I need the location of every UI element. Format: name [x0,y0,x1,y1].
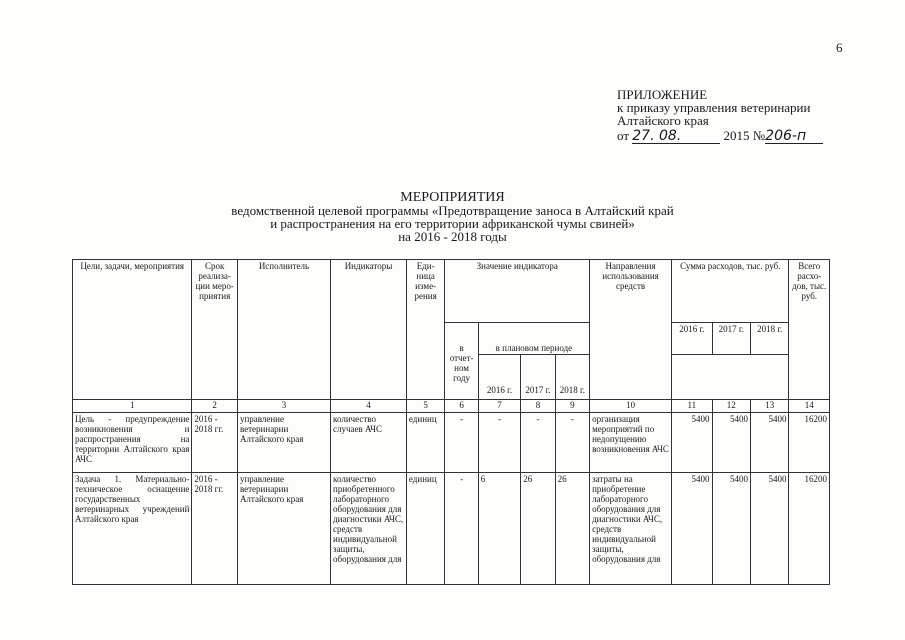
header-cost-2017: 2017 г. [712,323,750,355]
column-number: 3 [237,400,330,413]
appendix-region-line: Алтайского края [617,113,709,128]
cost-2018-cell: 5400 [750,473,788,585]
header-term: Срок реализа- ции меро- приятия [192,260,238,400]
heading-line-2: ведомственной целевой программы «Предотвращение заноса в Алтайский край [231,203,674,218]
executor-cell: управление ветеринарии Алтайского края [237,473,330,585]
column-number: 9 [555,400,589,413]
value-2018-cell: 26 [555,473,589,585]
indicator-cell: количество случаев АЧС [331,413,407,473]
column-number: 2 [192,400,238,413]
heading-line-3: и распространения на его территории африканской чумы свиней» [270,216,635,231]
handwritten-date: 27. 08. [632,130,720,144]
goal-cell: Цель - предупреждение возникновения и распространения на территории Алтайского края АЧС [73,413,192,473]
header-cost-2018: 2018 г. [750,323,788,355]
document-heading [0,191,905,243]
date-prefix: от [617,128,630,143]
direction-cell: организация мероприятий по недопущению возникновения АЧС [590,413,672,473]
reporting-value-cell: - [445,413,478,473]
column-number: 13 [750,400,788,413]
header-total: Всего расхо- дов, тыс. руб. [789,260,830,400]
appendix-order-line: к приказу управления ветеринарии [617,100,811,115]
value-2017-cell: 26 [521,473,555,585]
column-number: 7 [478,400,521,413]
cost-2017-cell: 5400 [712,473,750,585]
unit-cell: единиц [406,473,444,585]
header-value-2017: 2017 г. [521,355,555,400]
header-goals: Цели, задачи, мероприятия [73,260,192,400]
executor-cell: управление ветеринарии Алтайского края [237,413,330,473]
column-number: 6 [445,400,478,413]
direction-cell: затраты на приобретение лабораторного оборудования для диагностики АЧС, средств индивидуальной защиты, оборудования для [590,473,672,585]
total-cell: 16200 [789,413,830,473]
term-cell: 2016 - 2018 гг. [192,473,238,585]
cost-2016-cell: 5400 [672,413,712,473]
header-indicator-value: Значение индикатора [445,260,590,323]
value-2016-cell: - [478,413,521,473]
handwritten-number: 206-п [765,130,823,144]
appendix-title: ПРИЛОЖЕНИЕ [617,87,708,102]
header-value-2016: 2016 г. [478,355,521,400]
value-2018-cell: - [555,413,589,473]
order-date-line [617,128,823,144]
heading-title: МЕРОПРИЯТИЯ [400,190,505,205]
value-2017-cell: - [521,413,555,473]
column-number: 10 [590,400,672,413]
term-cell: 2016 - 2018 гг. [192,413,238,473]
column-number: 12 [712,400,750,413]
table-row [73,413,830,473]
header-executor: Исполнитель [237,260,330,400]
header-costs: Сумма расходов, тыс. руб. [672,260,789,323]
page-number: 6 [836,40,843,55]
header-cost-spacer [672,355,789,400]
column-number: 14 [789,400,830,413]
column-number-row [73,400,830,413]
appendix-block [617,88,810,127]
cost-2017-cell: 5400 [712,413,750,473]
header-value-2018: 2018 г. [555,355,589,400]
table-row [73,473,830,585]
value-2016-cell: 6 [478,473,521,585]
column-number: 5 [406,400,444,413]
measures-table [72,259,830,585]
reporting-value-cell: - [445,473,478,585]
unit-cell: единиц [406,413,444,473]
indicator-cell: количество приобретенного лабораторного оборудования для диагностики АЧС, средств индивидуальной защиты, оборудования для [331,473,407,585]
header-indicators: Индикаторы [331,260,407,400]
column-number: 11 [672,400,712,413]
cost-2018-cell: 5400 [750,413,788,473]
header-unit: Еди- ница изме- рения [406,260,444,400]
header-in-reporting-year: в отчет- ном году [445,323,478,400]
year-number-label: 2015 № [723,128,766,143]
cost-2016-cell: 5400 [672,473,712,585]
column-number: 1 [73,400,192,413]
header-direction: Направления использования средств [590,260,672,400]
goal-cell: Задача 1. Материально-техническое оснащение государственных ветеринарных учреждений Алтайского края [73,473,192,585]
column-number: 4 [331,400,407,413]
column-number: 8 [521,400,555,413]
heading-line-4: на 2016 - 2018 годы [398,229,507,244]
total-cell: 16200 [789,473,830,585]
header-planned-period: в плановом периоде [478,323,589,355]
header-cost-2016: 2016 г. [672,323,712,355]
